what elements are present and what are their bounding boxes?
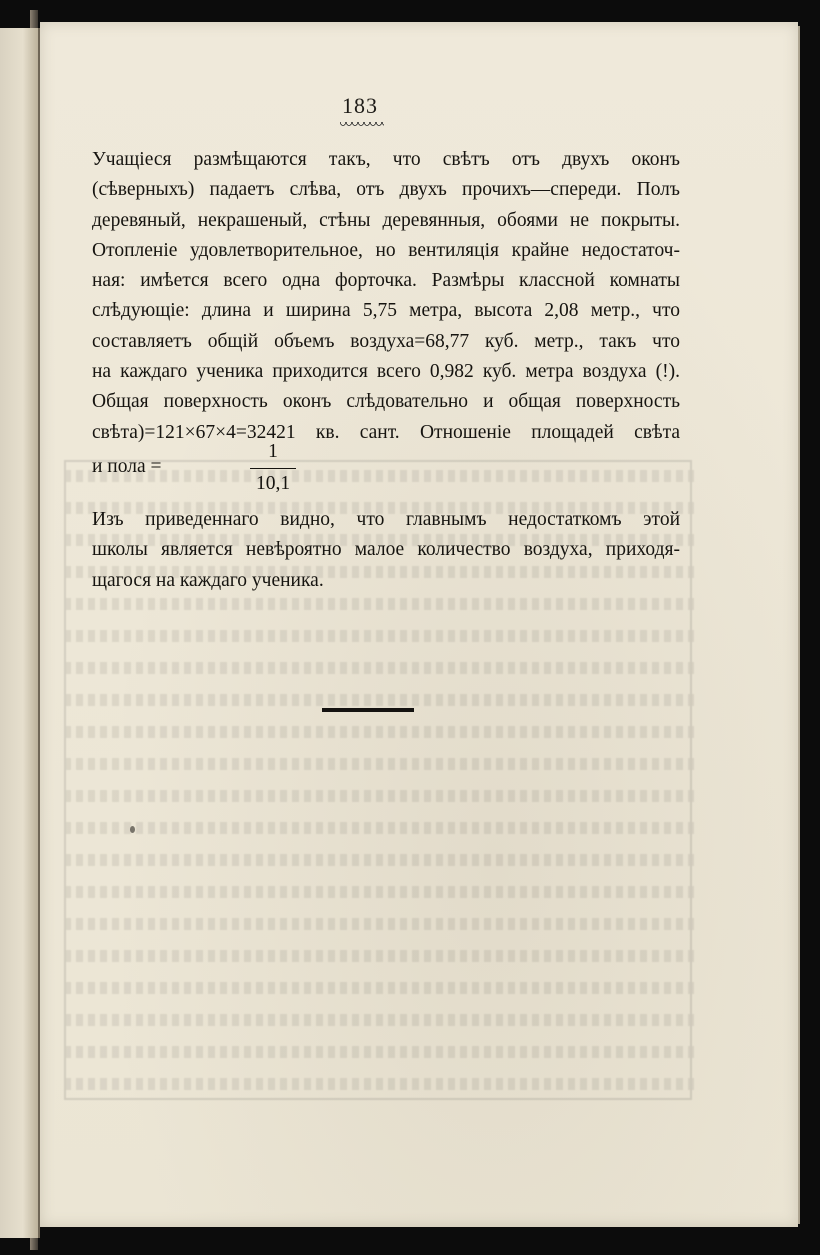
paragraph-1-line: Общая поверхность оконъ слѣдовательно и общая поверхность	[92, 391, 680, 413]
end-rule	[322, 708, 414, 712]
paragraph-1-line: на каждаго ученика приходится всего 0,982 куб. метра воздуха (!).	[92, 361, 680, 383]
paragraph-1-line: Учащіеся размѣщаются такъ, что свѣтъ отъ двухъ оконъ	[92, 149, 680, 170]
paragraph-2-line: школы является невѣроятно малое количество воздуха, приходя-	[92, 539, 680, 561]
paragraph-2-line: Изъ приведеннаго видно, что главнымъ недостаткомъ этой	[92, 509, 680, 530]
paragraph-1-line: составляетъ общій объемъ воздуха=68,77 куб. метр., такъ что	[92, 330, 680, 352]
paragraph-2	[92, 505, 680, 596]
paragraph-2-line: щагося на каждаго ученика.	[92, 569, 324, 591]
fraction	[250, 440, 296, 497]
fraction-bar	[250, 468, 296, 469]
left-page	[0, 28, 40, 1238]
paragraph-1-line: ная: имѣется всего одна форточка. Размѣры классной комнаты	[92, 270, 680, 292]
paragraph-1-line: деревяный, некрашеный, стѣны деревянныя, обоями не покрыты.	[92, 209, 680, 231]
ratio-formula	[92, 440, 392, 500]
paragraph-1	[92, 145, 680, 448]
paragraph-1-line: (сѣверныхъ) падаетъ слѣва, отъ двухъ прочихъ—спереди. Полъ	[92, 179, 680, 201]
paper-speck	[130, 826, 135, 833]
page-number: 183	[342, 93, 378, 118]
fraction-numerator: 1	[268, 441, 278, 462]
paragraph-1-line: Отопленіе удовлетворительное, но вентиляція крайне недостаточ-	[92, 239, 680, 261]
paragraph-1-line: слѣдующіе: длина и ширина 5,75 метра, высота 2,08 метр., что	[92, 300, 680, 322]
paragraph-1-line: свѣта)=121×67×4=32421 кв. сант. Отношеніе площадей свѣта	[92, 421, 680, 443]
formula-label: и пола =	[92, 456, 162, 477]
page-number-ornament	[340, 122, 384, 128]
fraction-denominator: 10,1	[255, 473, 291, 494]
